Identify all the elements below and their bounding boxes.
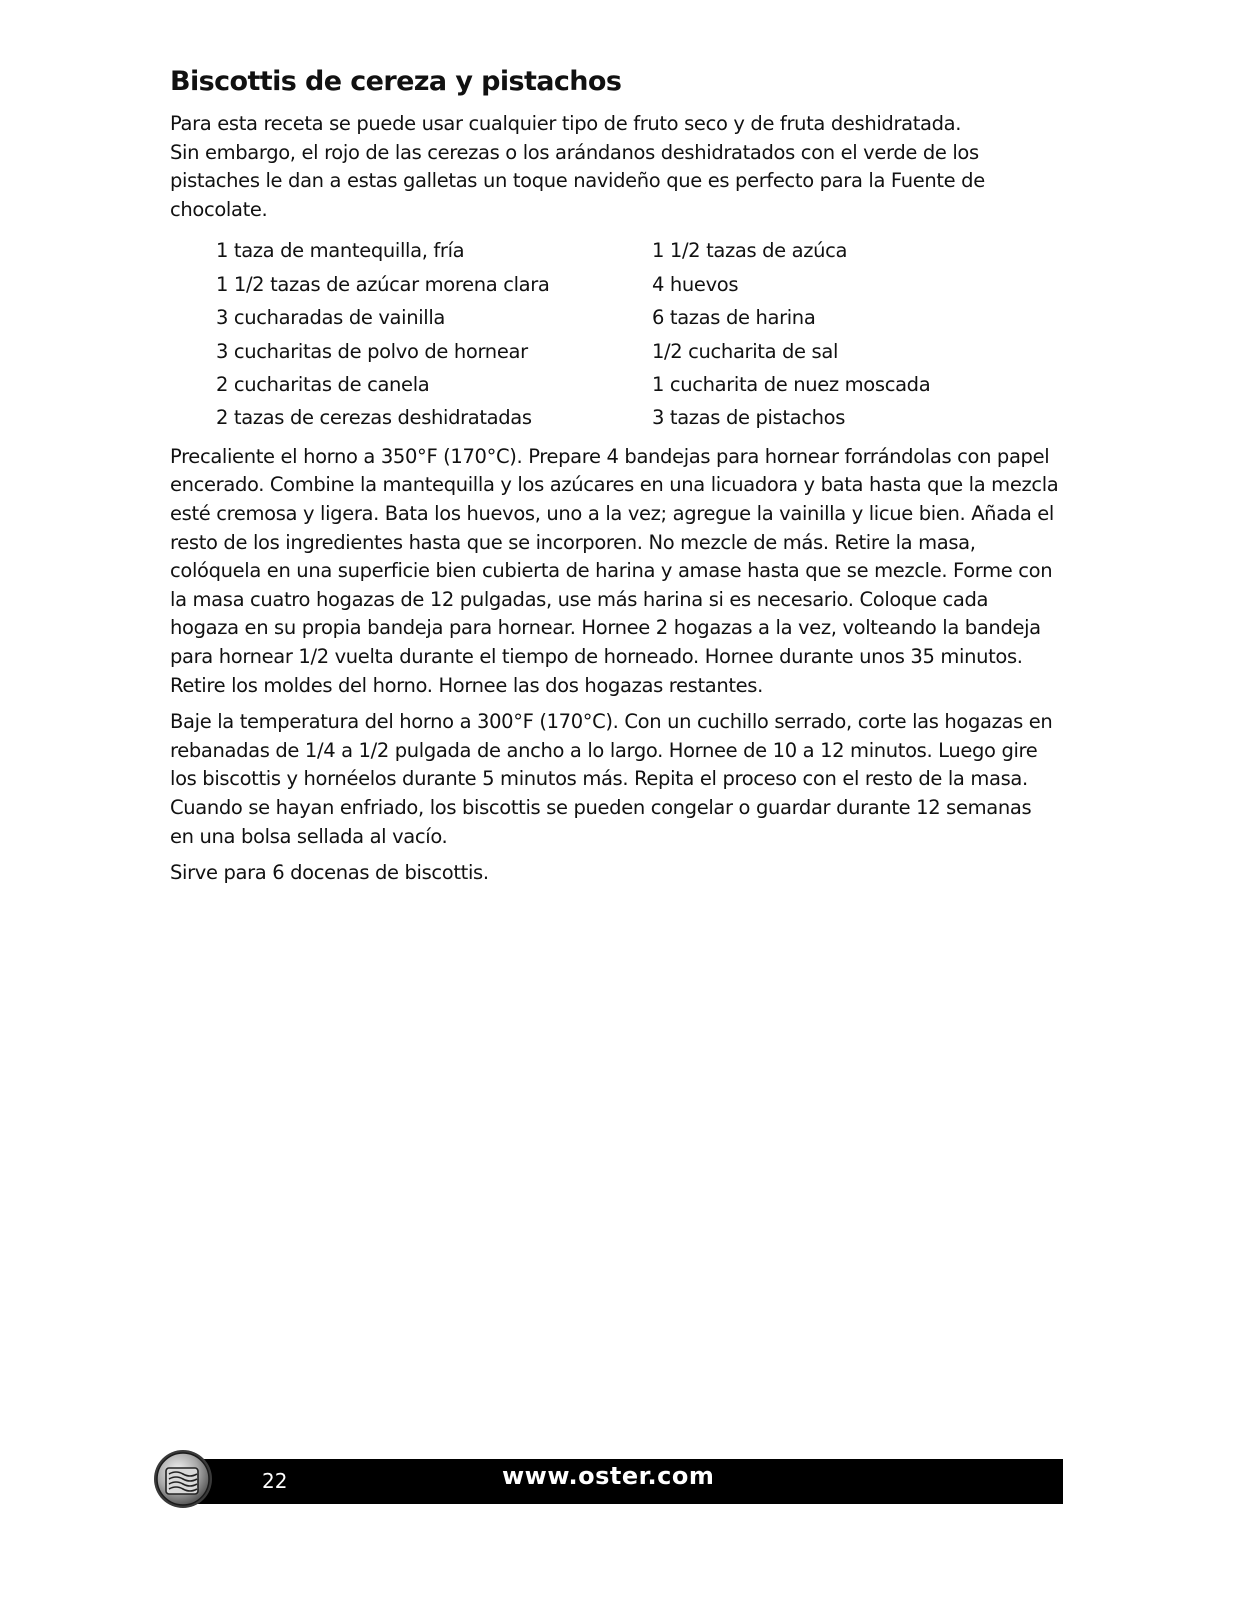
footer-bar: [192, 1459, 1063, 1504]
page-number: 22: [262, 1469, 288, 1493]
recipe-yield: Sirve para 6 docenas de biscottis.: [170, 861, 489, 885]
ingredient-item: 1 1/2 tazas de azúca: [652, 239, 848, 263]
ingredient-item: 2 cucharitas de canela: [216, 373, 430, 396]
ingredient-item: 4 huevos: [652, 272, 739, 296]
ingredient-item: 3 cucharitas de polvo de hornear: [216, 339, 528, 363]
ingredient-list: [216, 234, 1065, 434]
ingredient-item: 2 tazas de cerezas deshidratadas: [216, 406, 532, 430]
ingredient-item: 1 taza de mantequilla, fría: [216, 239, 465, 263]
ingredient-item: 3 cucharadas de vainilla: [216, 306, 446, 330]
ingredient-item: 1/2 cucharita de sal: [652, 339, 839, 363]
instructions-step-1: Precaliente el horno a 350°F (170°C). Prepare 4 bandejas para hornear forrándolas con papel encerado. Combine la mantequilla y los azúcares en una licuadora y bata hasta que la mezcla esté cremosa y ligera. Bata los huevos, uno a la vez; agregue la vainilla y licue bien. Añada el resto de los ingredientes hasta que se incorporen. No mezcle de más. Retire la masa, colóquela en una superficie bien cubierta de harina y amase hasta que se mezcle. Forme con la masa cuatro hogazas de 12 pulgadas, use más harina si es necesario. Coloque cada hogaza en su propia bandeja para hornear. Hornee 2 hogazas a la vez, volteando la bandeja para hornear 1/2 vuelta durante el tiempo de horneado. Hornee durante unos 35 minutos. Retire los moldes del horno. Hornee las dos hogazas restantes.: [170, 444, 1059, 697]
page-footer: [152, 1448, 1068, 1506]
recipe-page: [170, 62, 1065, 888]
ingredient-item: 1 cucharita de nuez moscada: [652, 373, 931, 396]
ingredient-item: 3 tazas de pistachos: [652, 406, 846, 430]
ingredient-item: 6 tazas de harina: [652, 306, 816, 330]
instructions-step-2: Baje la temperatura del horno a 300°F (170°C). Con un cuchillo serrado, corte las hogazas en rebanadas de 1/4 a 1/2 pulgada de ancho a lo largo. Hornee de 10 a 12 minutos. Luego gire los biscottis y hornéelos durante 5 minutos más. Repita el proceso con el resto de la masa. Cuando se hayan enfriado, los biscottis se pueden congelar o guardar durante 12 semanas en una bolsa sellada al vacío.: [170, 710, 1053, 848]
chocolate-fountain-icon: [152, 1448, 214, 1510]
website-url[interactable]: www.oster.com: [502, 1462, 715, 1490]
recipe-intro: Para esta receta se puede usar cualquier tipo de fruto seco y de fruta deshidratada. Sin embargo, el rojo de las cerezas o los arándanos deshidratados con el verde de los pistaches le dan a estas galletas un toque navideño que es perfecto para la Fuente de chocolate.: [170, 112, 985, 221]
ingredient-item: 1 1/2 tazas de azúcar morena clara: [216, 272, 550, 296]
recipe-title: Biscottis de cereza y pistachos: [170, 66, 622, 97]
